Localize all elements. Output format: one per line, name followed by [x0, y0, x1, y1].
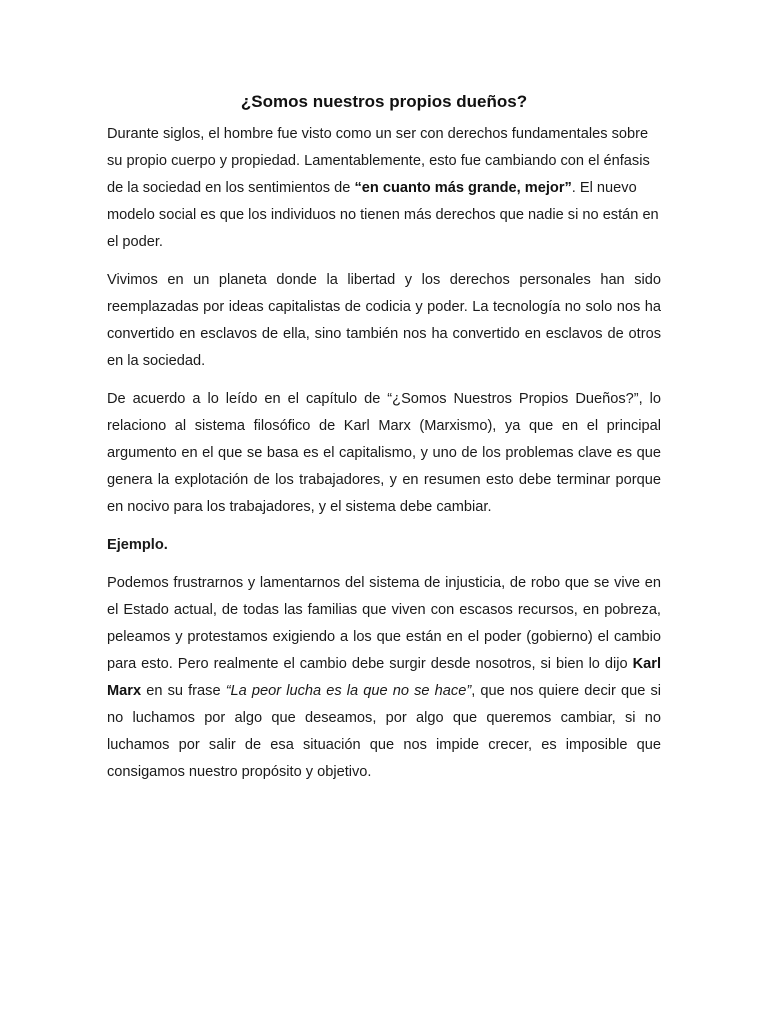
- paragraph-4-author: Karl Marx: [107, 656, 661, 699]
- paragraph-1-text-c: . El nuevo modelo social es que los individuos no tienen más derechos que nadie si no están en el poder.: [107, 180, 659, 250]
- paragraph-4: [107, 570, 661, 786]
- paragraph-1: [107, 121, 661, 256]
- document-title: ¿Somos nuestros propios dueños?: [240, 92, 528, 111]
- example-heading: Ejemplo.: [107, 537, 168, 553]
- paragraph-4-text-e: , que nos quiere decir que si no luchamos por algo que deseamos, por algo que queremos cambiar, si no luchamos por salir de esa situación que nos impide crecer, es imposible que consigamos nuestro propósito y objetivo.: [107, 683, 661, 780]
- paragraph-4-quote: “La peor lucha es la que no se hace”: [225, 683, 472, 699]
- paragraph-3: De acuerdo a lo leído en el capítulo de “¿Somos Nuestros Propios Dueños?”, lo relaciono al sistema filosófico de Karl Marx (Marxismo), ya que en el principal argumento en el que se basa es el capitalismo, y uno de los problemas clave es que genera la explotación de los trabajadores, y en resumen esto debe terminar porque en nocivo para los trabajadores, y el sistema debe cambiar.: [107, 391, 661, 515]
- paragraph-2: Vivimos en un planeta donde la libertad y los derechos personales han sido reemplazadas por ideas capitalistas de codicia y poder. La tecnología no solo nos ha convertido en esclavos de ella, sino también nos ha convertido en esclavos de otros en la sociedad.: [107, 272, 661, 369]
- document-body: [107, 90, 661, 797]
- paragraph-4-text-c: en su frase: [141, 683, 226, 699]
- paragraph-4-text-a: Podemos frustrarnos y lamentarnos del sistema de injusticia, de robo que se vive en el Estado actual, de todas las familias que viven con escasos recursos, en pobreza, peleamos y protestamos exigiendo a los que están en el poder (gobierno) el cambio para esto. Pero realmente el cambio debe surgir desde nosotros, si bien lo dijo: [107, 575, 661, 672]
- paragraph-1-text-a: Durante siglos, el hombre fue visto como un ser con derechos fundamentales sobre su propio cuerpo y propiedad. Lamentablemente, esto fue cambiando con el énfasis de la sociedad en los sentimientos de: [107, 126, 650, 196]
- paragraph-1-emphasis: “en cuanto más grande, mejor”: [354, 180, 572, 196]
